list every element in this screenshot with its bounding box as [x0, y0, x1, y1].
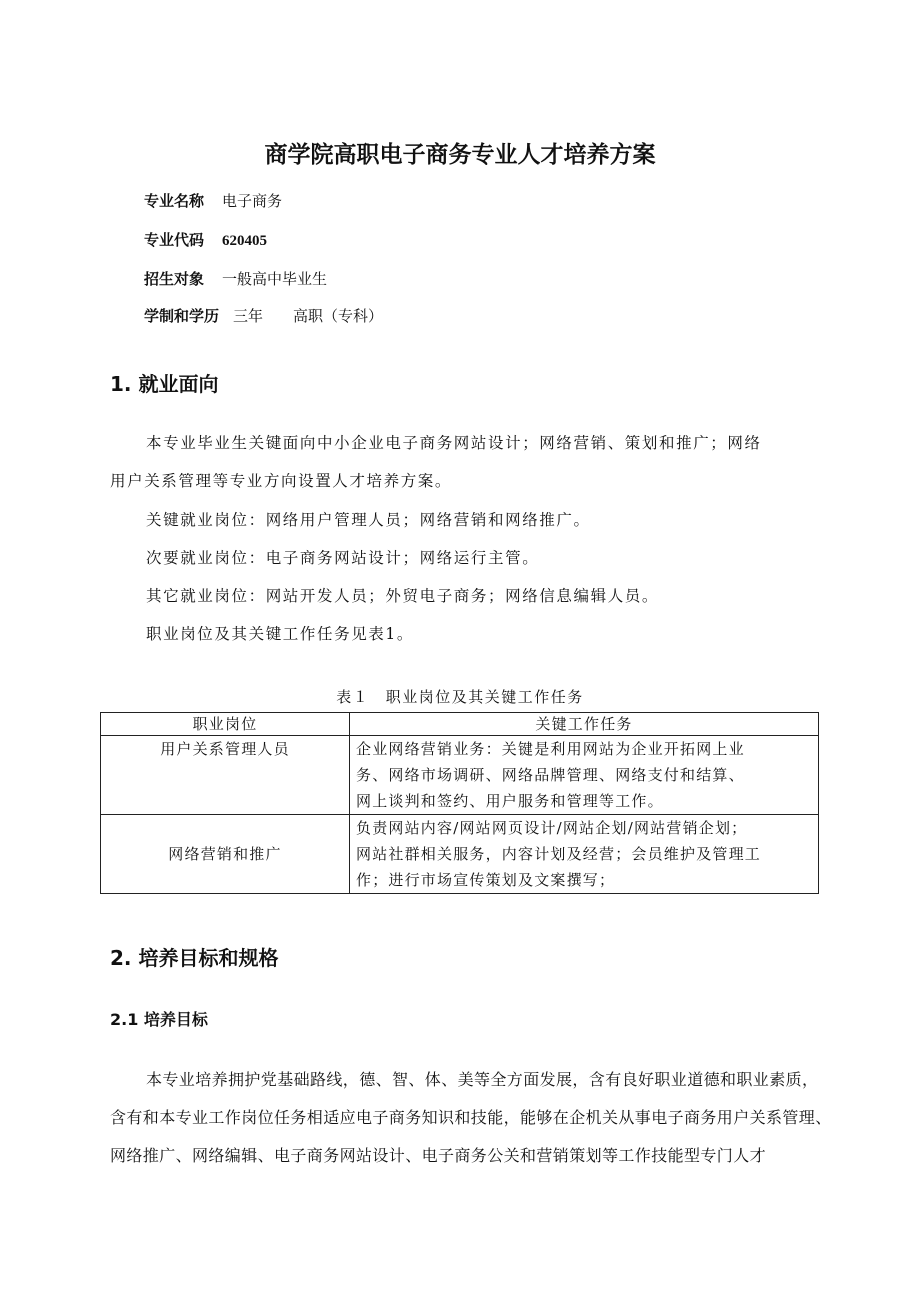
cell-tasks: [350, 736, 819, 815]
subsection-heading-goals: 2.1 培养目标: [110, 1010, 208, 1029]
table-header-row: [101, 713, 819, 736]
meta-value: 620405: [222, 233, 268, 249]
paragraph-line: 网络推广、网络编辑、电子商务网站设计、电子商务公关和营销策划等工作技能型专门人才: [110, 1148, 767, 1165]
meta-value: 一般高中毕业生: [222, 270, 328, 288]
table-reference-line: 职业岗位及其关键工作任务见表1。: [146, 625, 414, 643]
table-row: [101, 815, 819, 894]
table-caption: 表１ 职业岗位及其关键工作任务: [336, 688, 584, 706]
task-line: 网上谈判和签约、用户服务和管理等工作。: [356, 792, 664, 810]
section-heading-employment: 1. 就业面向: [110, 372, 219, 396]
cell-position: 网络营销和推广: [101, 815, 350, 894]
paragraph-line: 用户关系管理等专业方向设置人才培养方案。: [110, 472, 453, 490]
meta-enrollment-target: [144, 268, 327, 289]
meta-label: 专业代码: [144, 231, 205, 249]
task-line: 企业网络营销业务：关键是利用网站为企业开拓网上业: [356, 740, 745, 758]
task-line: 作；进行市场宣传策划及文案撰写；: [356, 871, 616, 889]
paragraph-line: 含有和本专业工作岗位任务相适应电子商务知识和技能，能够在企机关从事电子商务用户关系管理、: [110, 1110, 832, 1127]
section-heading-goals: 2. 培养目标和规格: [110, 946, 279, 970]
secondary-jobs-line: 次要就业岗位：电子商务网站设计；网络运行主管。: [146, 549, 540, 567]
paragraph-line: 本专业培养拥护党基础路线，德、智、体、美等全方面发展，含有良好职业道德和职业素质，: [146, 1072, 819, 1089]
task-line: 网站社群相关服务，内容计划及经营；会员维护及管理工: [356, 845, 762, 863]
task-line: 负责网站内容/网站网页设计/网站企划/网站营销企划；: [356, 819, 748, 837]
key-jobs-line: 关键就业岗位：网络用户管理人员；网络营销和网络推广。: [146, 511, 591, 529]
meta-value: 三年 高职（专科）: [233, 307, 384, 325]
header-cell-position: 职业岗位: [101, 713, 350, 736]
header-cell-tasks: 关键工作任务: [350, 713, 819, 736]
meta-major-code: [144, 229, 267, 250]
cell-tasks: [350, 815, 819, 894]
other-jobs-line: 其它就业岗位：网站开发人员；外贸电子商务；网络信息编辑人员。: [146, 587, 660, 605]
cell-position: 用户关系管理人员: [101, 736, 350, 815]
page-title: 商学院高职电子商务专业人才培养方案: [264, 142, 656, 168]
meta-value: 电子商务: [222, 192, 283, 210]
meta-label: 专业名称: [144, 192, 205, 210]
jobs-table: [100, 712, 819, 894]
meta-label: 招生对象: [144, 270, 205, 288]
paragraph-line: 本专业毕业生关键面向中小企业电子商务网站设计；网络营销、策划和推广；网络: [146, 434, 762, 452]
meta-major-name: [144, 190, 282, 211]
table-row: [101, 736, 819, 815]
meta-label: 学制和学历: [144, 307, 220, 325]
task-line: 务、网络市场调研、网络品牌管理、网络支付和结算、: [356, 766, 745, 784]
meta-duration-degree: [144, 305, 383, 326]
